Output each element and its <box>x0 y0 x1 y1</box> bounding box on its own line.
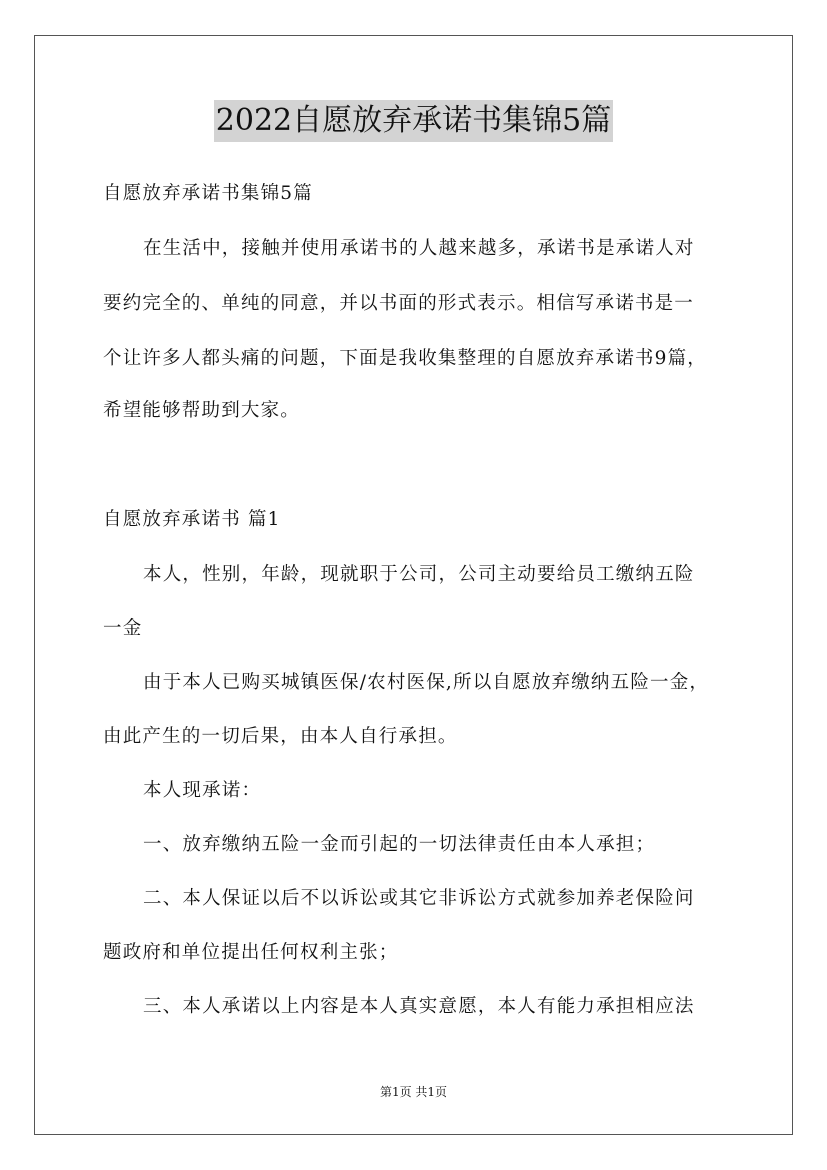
body-line-3: 由于本人已购买城镇医保/农村医保,所以自愿放弃缴纳五险一金， <box>143 672 710 693</box>
body-line-4: 由此产生的一切后果，由本人自行承担。 <box>103 726 458 747</box>
body-line-7: 二、本人保证以后不以诉讼或其它非诉讼方式就参加养老保险问 <box>143 888 695 909</box>
document-title: 2022自愿放弃承诺书集锦5篇 <box>214 100 613 142</box>
body-line-9: 三、本人承诺以上内容是本人真实意愿，本人有能力承担相应法 <box>143 996 695 1017</box>
body-line-1: 本人，性别，年龄，现就职于公司，公司主动要给员工缴纳五险 <box>143 564 695 585</box>
body-line-6: 一、放弃缴纳五险一金而引起的一切法律责任由本人承担； <box>143 834 656 855</box>
section-heading: 自愿放弃承诺书 篇1 <box>103 509 281 530</box>
title-container <box>0 100 827 142</box>
body-line-5: 本人现承诺： <box>143 780 262 801</box>
page-footer: 第1页 共1页 <box>379 1085 448 1099</box>
document-subtitle: 自愿放弃承诺书集锦5篇 <box>103 183 313 204</box>
intro-line-1: 在生活中，接触并使用承诺书的人越来越多，承诺书是承诺人对 <box>143 238 695 259</box>
intro-line-3: 个让许多人都头痛的问题，下面是我收集整理的自愿放弃承诺书9篇， <box>103 348 707 369</box>
intro-line-2: 要约完全的、单纯的同意，并以书面的形式表示。相信写承诺书是一 <box>103 293 695 314</box>
body-line-2: 一金 <box>103 618 143 639</box>
body-line-8: 题政府和单位提出任何权利主张； <box>103 942 399 963</box>
intro-line-4: 希望能够帮助到大家。 <box>103 400 301 421</box>
